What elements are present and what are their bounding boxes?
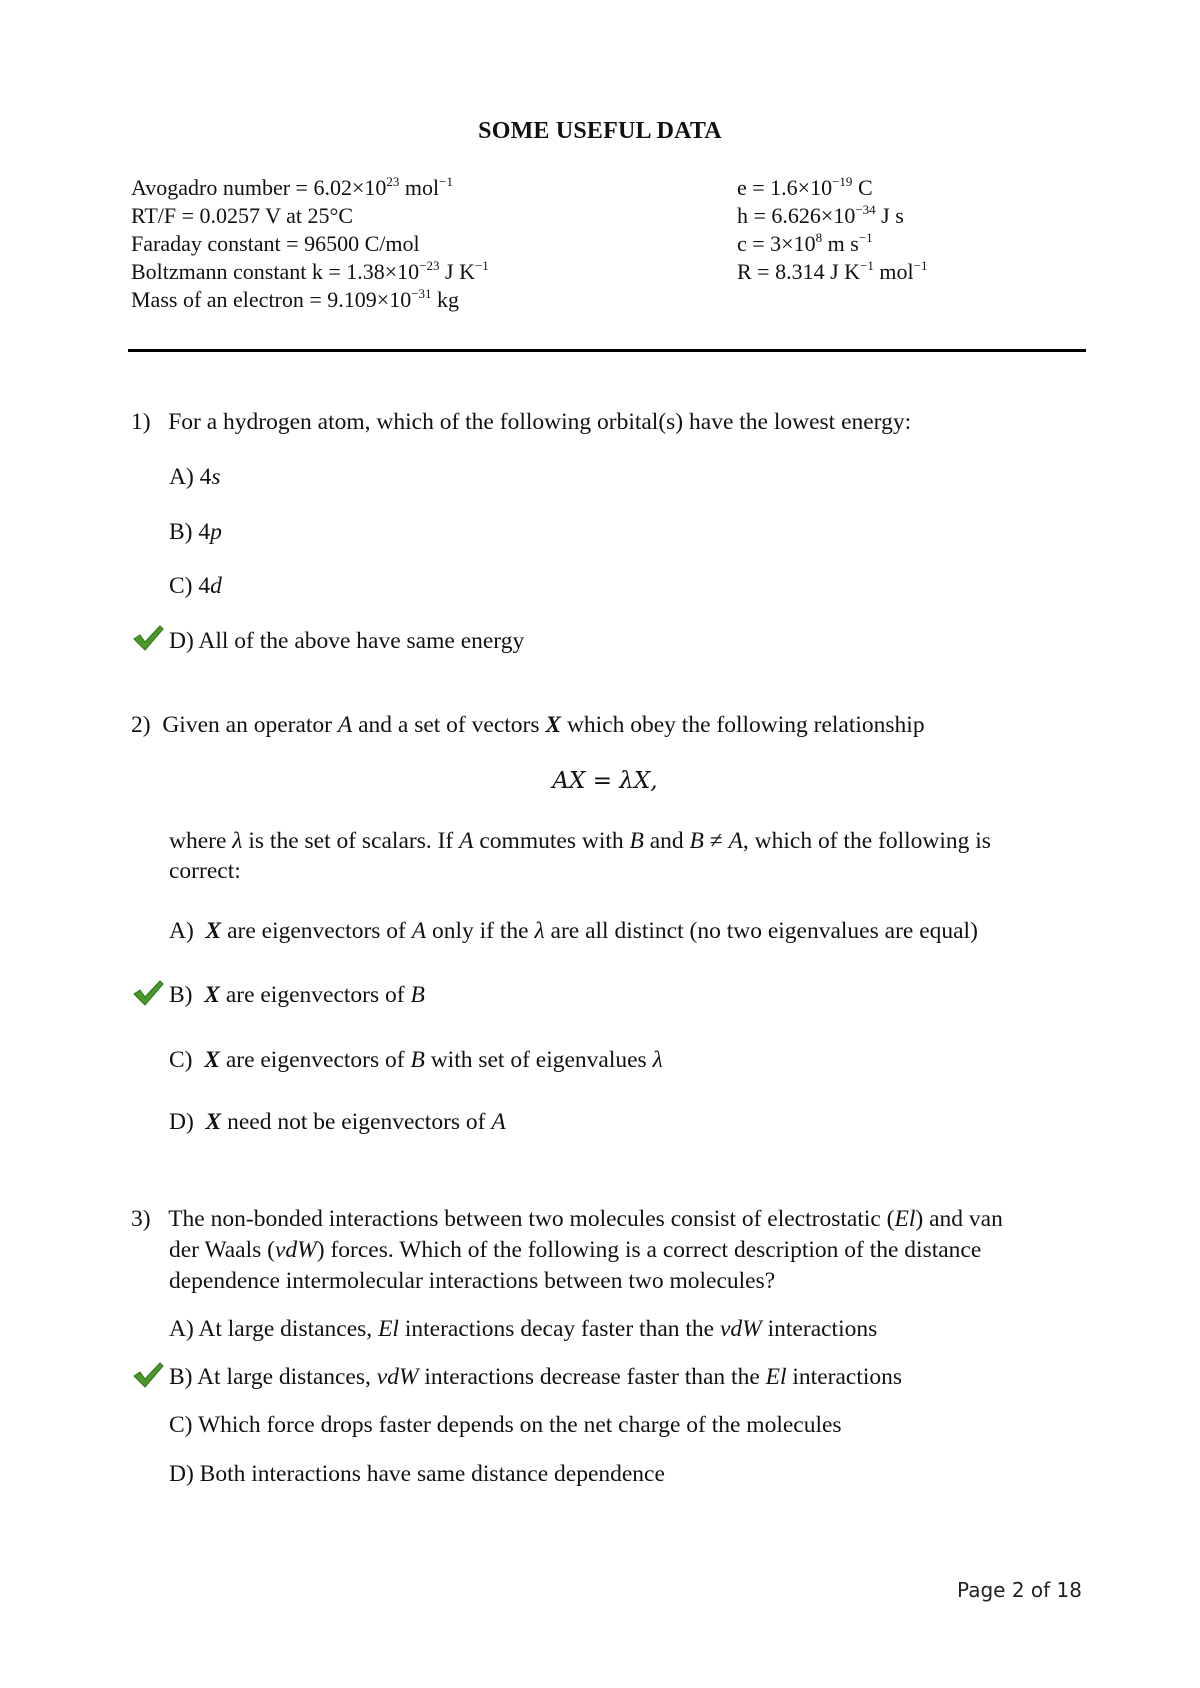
question-3-line2: der Waals (vdW) forces. Which of the following is a correct description of the distance	[169, 1237, 982, 1263]
checkmark-icon	[132, 1361, 164, 1389]
q3-option-d[interactable]: D) Both interactions have same distance dependence	[169, 1461, 665, 1487]
constant-h: $h = 6.626\times 10^{-34}$ J s	[737, 202, 904, 228]
question-3: 3) The non-bonded interactions between two molecules consist of electrostatic (El) and van	[131, 1206, 1003, 1232]
q1-option-b[interactable]: B) 4p	[169, 519, 222, 545]
q2-where-line2: correct:	[169, 858, 241, 884]
q2-option-b[interactable]: B) X are eigenvectors of B	[169, 982, 425, 1008]
question-1	[131, 407, 911, 438]
constant-boltzmann: Boltzmann constant $k = 1.38\times 10^{-23}$ J $K^{-1}$	[131, 258, 489, 284]
constant-r: R = 8.314 J $K^{-1}$ mol$^{-1}$	[737, 258, 928, 284]
equation: AX = λX,	[552, 768, 658, 794]
q3-option-a[interactable]: A) At large distances, El interactions decay faster than the vdW interactions	[169, 1316, 878, 1342]
constant-rt-f: RT/F = 0.0257 V at 25°C	[131, 203, 353, 228]
constant-avogadro: Avogadro number = $6.02\times 10^{23}$ mol$^{-1}$	[131, 174, 453, 200]
q2-option-c[interactable]: C) X are eigenvectors of B with set of eigenvalues λ	[169, 1047, 663, 1073]
constant-e: $e = 1.6\times 10^{-19}$ C	[737, 174, 873, 200]
constant-c: $c = 3\times 10^8$ m $s^{-1}$	[737, 230, 873, 256]
q3-option-c[interactable]: C) Which force drops faster depends on the net charge of the molecules	[169, 1412, 842, 1438]
checkmark-icon	[132, 979, 164, 1007]
q1-option-c[interactable]: C) 4d	[169, 573, 222, 599]
constants-left	[131, 174, 489, 314]
divider	[128, 349, 1086, 352]
page-number: Page 2 of 18	[957, 1578, 1082, 1602]
q2-option-d[interactable]: D) X need not be eigenvectors of A	[169, 1109, 506, 1135]
question-number: 1)	[131, 409, 151, 435]
constant-faraday: Faraday constant = 96500 C/mol	[131, 231, 420, 256]
page-title: SOME USEFUL DATA	[478, 118, 722, 144]
question-text: For a hydrogen atom, which of the following orbital(s) have the lowest energy:	[168, 409, 912, 435]
question-3-line3: dependence intermolecular interactions between two molecules?	[169, 1268, 776, 1294]
q1-option-a[interactable]: A) 4s	[169, 464, 221, 490]
q3-option-b[interactable]: B) At large distances, vdW interactions decrease faster than the El interactions	[169, 1364, 903, 1390]
question-number: 3)	[131, 1206, 151, 1232]
constants-right	[737, 174, 927, 286]
constant-electron-mass: Mass of an electron = $9.109\times 10^{-31}$ kg	[131, 286, 460, 312]
question-2: 2) Given an operator A and a set of vectors X which obey the following relationship	[131, 712, 925, 738]
q2-option-a[interactable]: A) X are eigenvectors of A only if the λ are all distinct (no two eigenvalues are equal)	[169, 918, 978, 944]
q2-where: where λ is the set of scalars. If A commutes with B and B ≠ A, which of the following is	[169, 828, 991, 854]
q1-option-d[interactable]: D) All of the above have same energy	[169, 628, 525, 654]
checkmark-icon	[132, 624, 164, 652]
question-number: 2)	[131, 712, 151, 738]
